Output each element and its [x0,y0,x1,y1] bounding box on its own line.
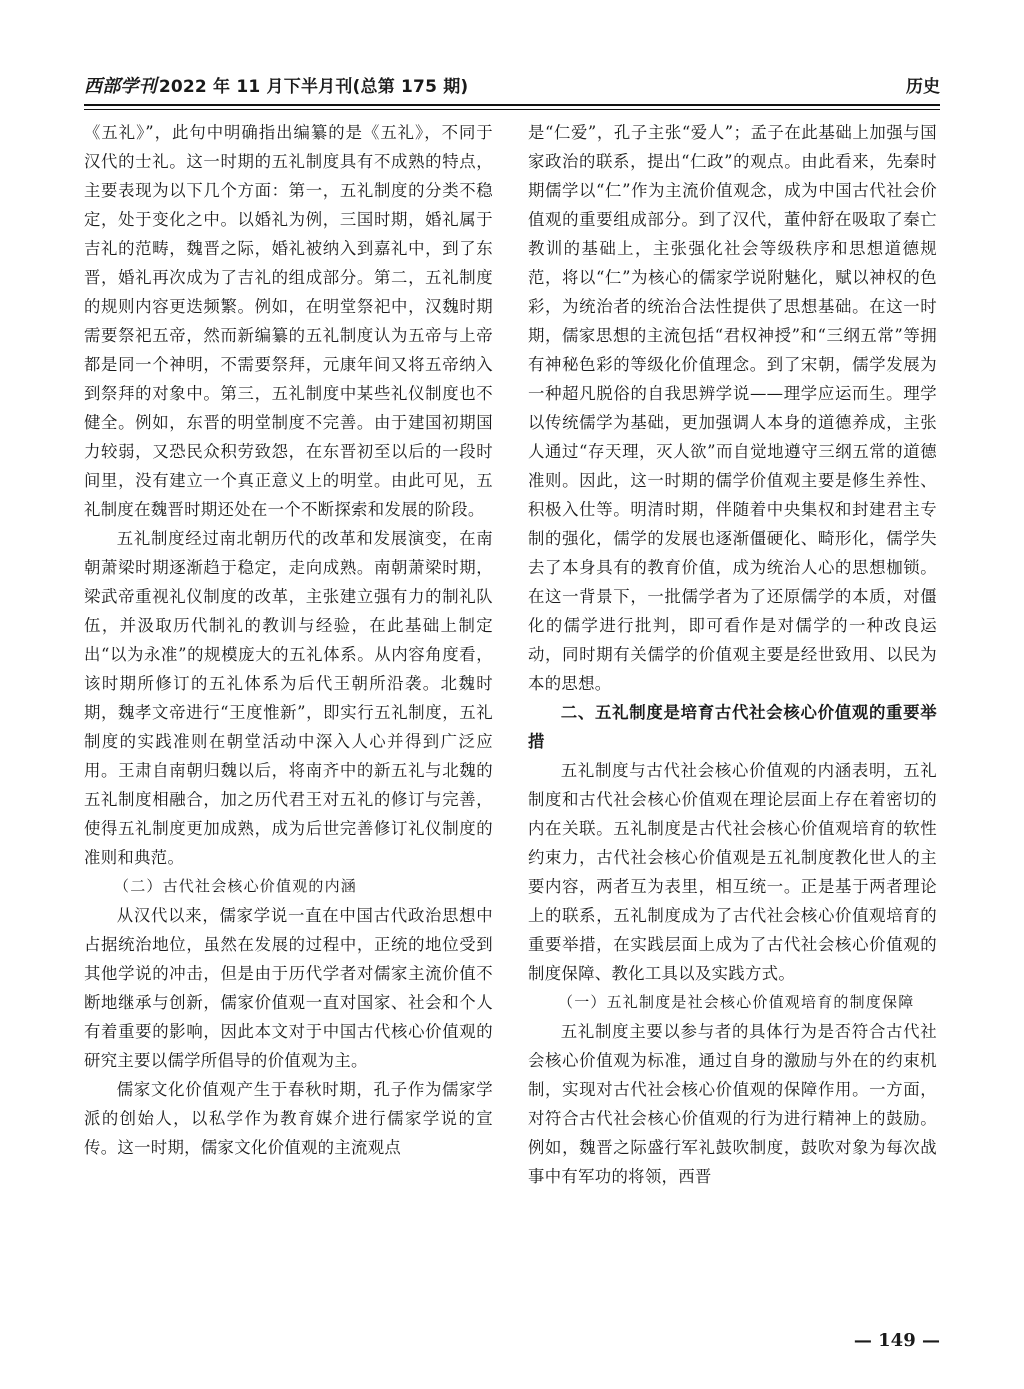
paragraph: 五礼制度经过南北朝历代的改革和发展演变，在南朝萧梁时期逐渐趋于稳定，走向成熟。南朝萧梁时期，梁武帝重视礼仪制度的改革，主张建立强有力的制礼队伍，并汲取历代制礼的教训与经验，在此基础上制定出“以为永准”的规模庞大的五礼体系。从内容角度看，该时期所修订的五礼体系为后代王朝所沿袭。北魏时期，魏孝文帝进行“王度惟新”，即实行五礼制度，五礼制度的实践准则在朝堂活动中深入人心并得到广泛应用。王肃自南朝归魏以后，将南齐中的新五礼与北魏的五礼制度相融合，加之历代君王对五礼的修订与完善，使得五礼制度更加成熟，成为后世完善修订礼仪制度的准则和典范。 [84,529,493,867]
header-divider-thin [84,109,940,110]
right-column [528,118,937,1310]
left-column [84,118,493,1310]
paragraph: 从汉代以来，儒家学说一直在中国古代政治思想中占据统治地位，虽然在发展的过程中，正统的地位受到其他学说的冲击，但是由于历代学者对儒家主流价值不断地继承与创新，儒家价值观一直对国家、社会和个人有着重要的影响，因此本文对于中国古代核心价值观的研究主要以儒学所倡导的价值观为主。 [84,906,493,1070]
header-divider-thick [84,104,940,106]
paragraph: 五礼制度与古代社会核心价值观的内涵表明，五礼制度和古代社会核心价值观在理论层面上存在着密切的内在关联。五礼制度是古代社会核心价值观培育的软性约束力，古代社会核心价值观是五礼制度教化世人的主要内容，两者互为表里，相互统一。正是基于两者理论上的联系，五礼制度成为了古代社会核心价值观培育的重要举措，在实践层面上成为了古代社会核心价值观的制度保障、教化工具以及实践方式。 [528,761,937,983]
subsection-heading: （一）五礼制度是社会核心价值观培育的制度保障 [558,993,915,1011]
paragraph-continuation: 是“仁爱”，孔子主张“爱人”；孟子在此基础上加强与国家政治的联系，提出“仁政”的观点。由此看来，先秦时期儒学以“仁”作为主流价值观念，成为中国古代社会价值观的重要组成部分。到了汉代，董仲舒在吸取了秦亡教训的基础上，主张强化社会等级秩序和思想道德规范，将以“仁”为核心的儒家学说附魅化，赋以神权的色彩，为统治者的统治合法性提供了思想基础。在这一时期，儒家思想的主流包括“君权神授”和“三纲五常”等拥有神秘色彩的等级化价值理念。到了宋朝，儒学发展为一种超凡脱俗的自我思辨学说——理学应运而生。理学以传统儒学为基础，更加强调人本身的道德养成，主张人通过“存天理，灭人欲”而自觉地遵守三纲五常的道德准则。因此，这一时期的儒学价值观主要是修生养性、积极入仕等。明清时期，伴随着中央集权和封建君主专制的强化，儒学的发展也逐渐僵硬化、畸形化，儒学失去了本身具有的教育价值，成为统治人心的思想枷锁。在这一背景下，一批儒学者为了还原儒学的本质，对僵化的儒学进行批判，即可看作是对儒学的一种改良运动，同时期有关儒学的价值观主要是经世致用、以民为本的思想。 [528,123,937,693]
paragraph-continuation: 《五礼》”，此句中明确指出编纂的是《五礼》，不同于汉代的士礼。这一时期的五礼制度具有不成熟的特点，主要表现为以下几个方面：第一，五礼制度的分类不稳定，处于变化之中。以婚礼为例，三国时期，婚礼属于吉礼的范畴，魏晋之际，婚礼被纳入到嘉礼中，到了东晋，婚礼再次成为了吉礼的组成部分。第二，五礼制度的规则内容更迭频繁。例如，在明堂祭祀中，汉魏时期需要祭祀五帝，然而新编纂的五礼制度认为五帝与上帝都是同一个神明，不需要祭拜，元康年间又将五帝纳入到祭拜的对象中。第三，五礼制度中某些礼仪制度也不健全。例如，东晋的明堂制度不完善。由于建国初期国力较弱，又恐民众积劳致怨，在东晋初至以后的一段时间里，没有建立一个真正意义上的明堂。由此可见，五礼制度在魏晋时期还处在一个不断探索和发展的阶段。 [84,123,493,519]
paragraph: 五礼制度主要以参与者的具体行为是否符合古代社会核心价值观为标准，通过自身的激励与外在的约束机制，实现对古代社会核心价值观的保障作用。一方面，对符合古代社会核心价值观的行为进行精神上的鼓励。例如，魏晋之际盛行军礼鼓吹制度，鼓吹对象为每次战事中有军功的将领，西晋 [528,1022,937,1186]
section-name: 历史 [906,77,940,97]
journal-issue-line [84,72,468,98]
subsection-heading: （二）古代社会核心价值观的内涵 [114,877,358,895]
page-number: — 149 — [853,1330,940,1351]
issue-info: 2022 年 11 月下半月刊(总第 175 期) [158,77,469,97]
paragraph: 儒家文化价值观产生于春秋时期，孔子作为儒家学派的创始人，以私学作为教育媒介进行儒家学说的宣传。这一时期，儒家文化价值观的主流观点 [84,1080,493,1157]
running-header [84,70,940,104]
section-heading: 二、五礼制度是培育古代社会核心价值观的重要举措 [528,703,937,751]
journal-name: 西部学刊 [84,76,157,97]
